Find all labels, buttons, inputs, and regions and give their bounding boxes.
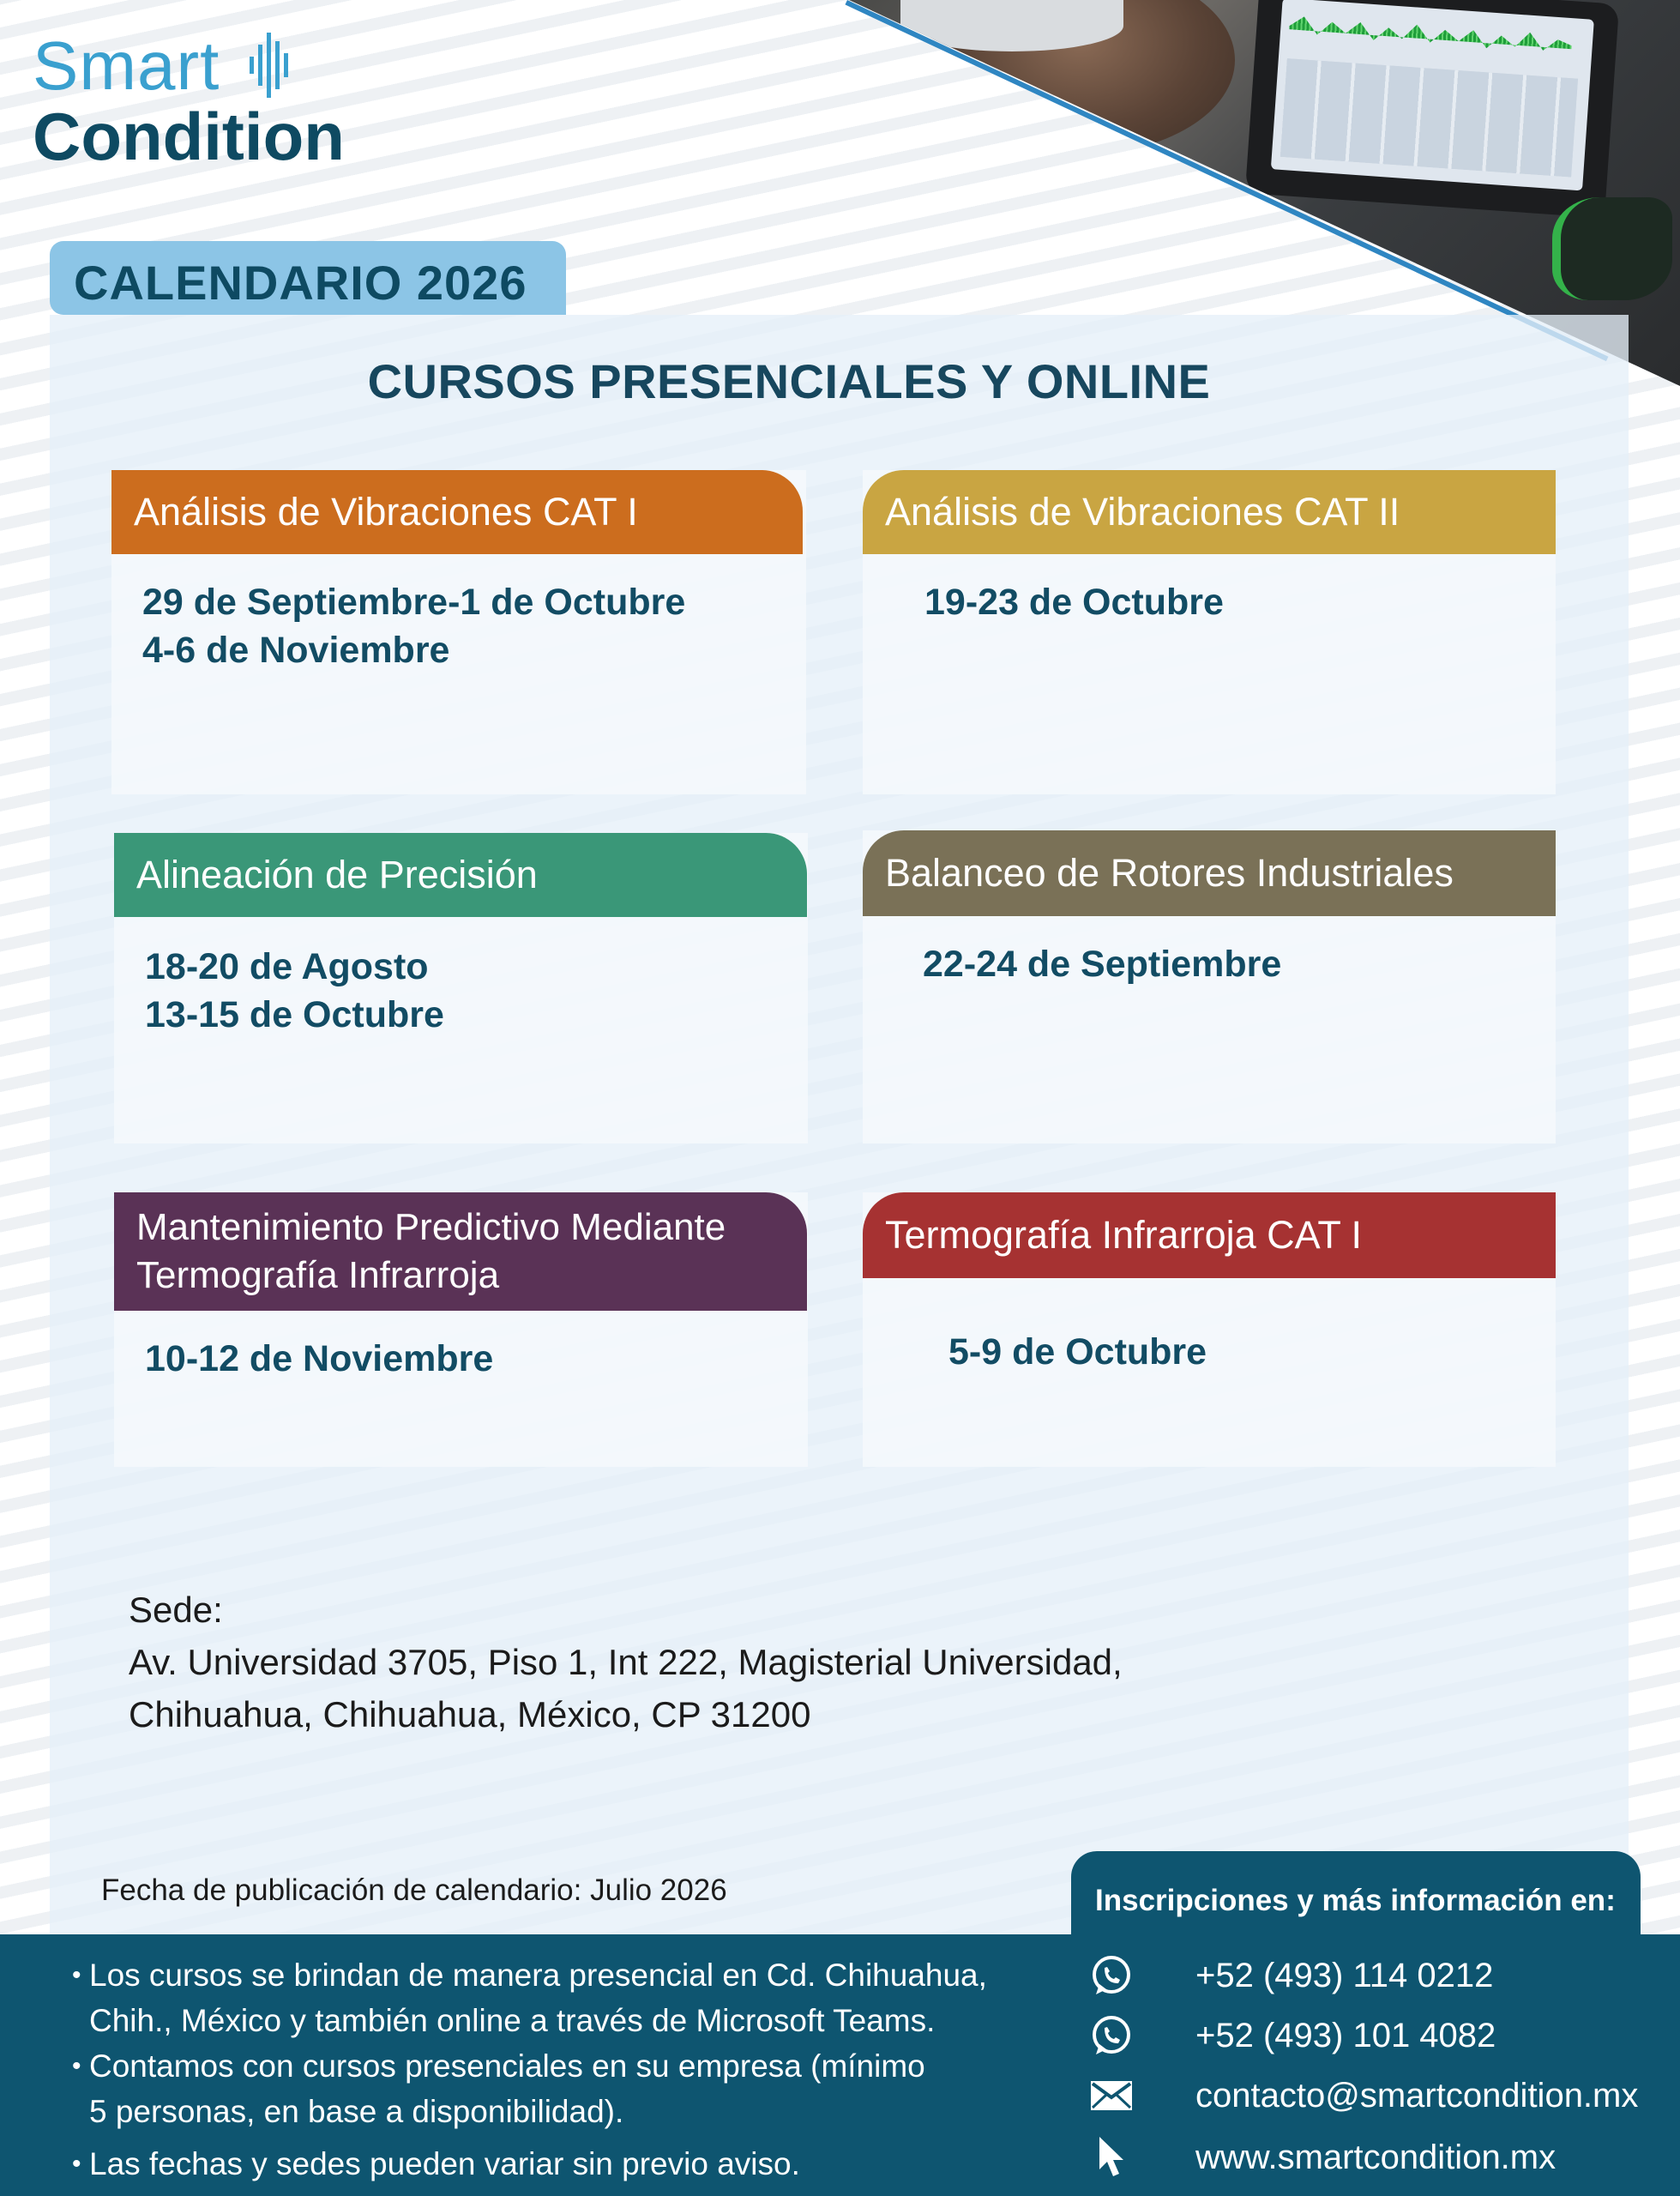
envelope-icon [1087,2072,1135,2120]
glove [1552,197,1672,300]
course-date: 29 de Septiembre-1 de Octubre [142,582,686,623]
course-dates [924,578,1224,626]
contact-email[interactable] [1087,2072,1638,2120]
course-title-bar [863,1192,1556,1278]
course-card [863,830,1556,1143]
brand-logo [33,27,345,174]
info-title: Inscripciones y más información en: [1095,1884,1616,1917]
email-link: contacto@smartcondition.mx [1195,2076,1639,2115]
note-item [72,2141,1033,2187]
tablet-device [1245,0,1619,218]
soundwave-icon [250,33,291,98]
course-card [114,833,808,1143]
course-title-bar [863,830,1556,916]
note-line: Chih., México y también online a través de Microsoft Teams. [89,2003,936,2038]
logo-smart-text: Smart [33,27,220,104]
course-date: 22-24 de Septiembre [923,944,1282,985]
phone-number: +52 (493) 114 0212 [1195,1956,1494,1994]
logo-condition-text: Condition [33,99,345,174]
course-date: 10-12 de Noviembre [145,1338,494,1379]
course-date: 5-9 de Octubre [948,1331,1207,1372]
publication-date: Fecha de publicación de calendario: Julio 2026 [101,1873,727,1907]
course-date: 13-15 de Octubre [145,994,444,1035]
course-dates [145,1335,493,1383]
course-dates [923,940,1281,988]
course-title-bar [114,833,807,917]
note-line: • Contamos con cursos presenciales en su empresa (mínimo [89,2048,925,2084]
venue-address-line: Chihuahua, Chihuahua, México, CP 31200 [129,1694,811,1734]
course-date: 19-23 de Octubre [924,582,1224,623]
whatsapp-icon [1087,1952,1135,2000]
calendar-label: CALENDARIO 2026 [74,256,527,310]
course-dates [142,578,685,674]
course-dates [948,1328,1207,1376]
course-title-bar [863,470,1556,554]
phone-number: +52 (493) 101 4082 [1195,2016,1496,2054]
calendar-tab [50,241,566,315]
course-title: Análisis de Vibraciones CAT I [134,490,638,534]
course-dates [145,943,444,1039]
course-card [114,1192,808,1467]
course-title-bar [111,470,803,554]
contact-phone-1[interactable] [1087,1952,1493,2000]
cursor-icon [1087,2133,1135,2181]
course-card [863,1192,1556,1467]
note-line: 5 personas, en base a disponibilidad). [89,2094,624,2129]
course-title-line: Termografía Infrarroja [136,1254,500,1296]
vibration-waveform [1288,9,1573,63]
note-line: • Las fechas y sedes pueden variar sin previo aviso. [89,2146,800,2181]
note-item [72,1952,1033,2043]
info-tab [1071,1851,1641,1946]
venue-label: Sede: [129,1590,223,1630]
course-title-bar [114,1192,807,1311]
venue-address-line: Av. Universidad 3705, Piso 1, Int 222, Magisterial Universidad, [129,1642,1123,1682]
tablet-ui-grid [1280,58,1578,177]
note-line: • Los cursos se brindan de manera presencial en Cd. Chihuahua, [89,1958,987,1993]
whatsapp-icon [1087,2012,1135,2060]
course-title: Análisis de Vibraciones CAT II [885,490,1400,534]
course-title: Balanceo de Rotores Industriales [885,851,1454,895]
course-card [863,470,1556,794]
page-title: CURSOS PRESENCIALES Y ONLINE [367,354,1211,408]
course-card [111,470,806,794]
course-title: Termografía Infrarroja CAT I [885,1213,1363,1257]
course-date: 4-6 de Noviembre [142,630,450,671]
course-title: Alineación de Precisión [136,853,538,896]
contact-website[interactable] [1087,2133,1556,2181]
notes-list [72,1952,1033,2187]
note-item [72,2043,1033,2134]
course-date: 18-20 de Agosto [145,946,429,987]
venue-block [129,1584,1123,1741]
course-title-line: Mantenimiento Predictivo Mediante [136,1206,726,1248]
contact-phone-2[interactable] [1087,2012,1496,2060]
website-link: www.smartcondition.mx [1195,2138,1557,2176]
